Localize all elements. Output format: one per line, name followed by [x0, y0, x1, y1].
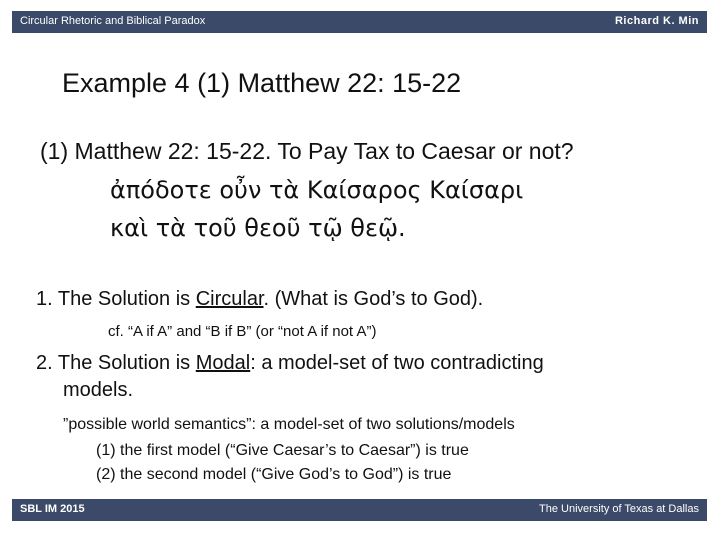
footer-right: The University of Texas at Dallas — [539, 503, 699, 515]
note-model-2: (2) the second model (“Give God’s to God”) is true — [96, 466, 452, 483]
greek-line-2: καὶ τὰ τοῦ θεοῦ τῷ θεῷ. — [110, 214, 406, 242]
point-1-suffix: . (What is God’s to God). — [263, 288, 484, 310]
point-1-prefix: 1. The Solution is — [36, 288, 196, 310]
header-author: Richard K. Min — [614, 15, 699, 27]
point-1-emph: Circular — [195, 288, 264, 310]
header-title: Circular Rhetoric and Biblical Paradox — [20, 15, 206, 27]
footer-bar — [12, 499, 707, 521]
header-bar — [12, 11, 707, 33]
point-2 — [36, 352, 544, 375]
example-heading: (1) Matthew 22: 15-22. To Pay Tax to Caesar or not? — [40, 138, 574, 164]
point-2-prefix: 2. The Solution is — [36, 352, 196, 374]
point-2-line2: models. — [63, 379, 134, 401]
point-1-subnote: cf. “A if A” and “B if B” (or “not A if not A”) — [108, 323, 377, 340]
footer-left: SBL IM 2015 — [20, 503, 85, 515]
slide-title: Example 4 (1) Matthew 22: 15-22 — [62, 68, 462, 98]
greek-line-1: ἀπόδοτε οὖν τὰ Καίσαρος Καίσαρι — [110, 176, 524, 204]
note-main: ”possible world semantics”: a model-set of two solutions/models — [63, 416, 515, 433]
point-2-suffix: : a model-set of two contradicting — [250, 352, 544, 374]
note-model-1: (1) the first model (“Give Caesar’s to Caesar”) is true — [96, 442, 469, 459]
point-2-emph: Modal — [195, 352, 251, 374]
point-1 — [36, 288, 483, 311]
